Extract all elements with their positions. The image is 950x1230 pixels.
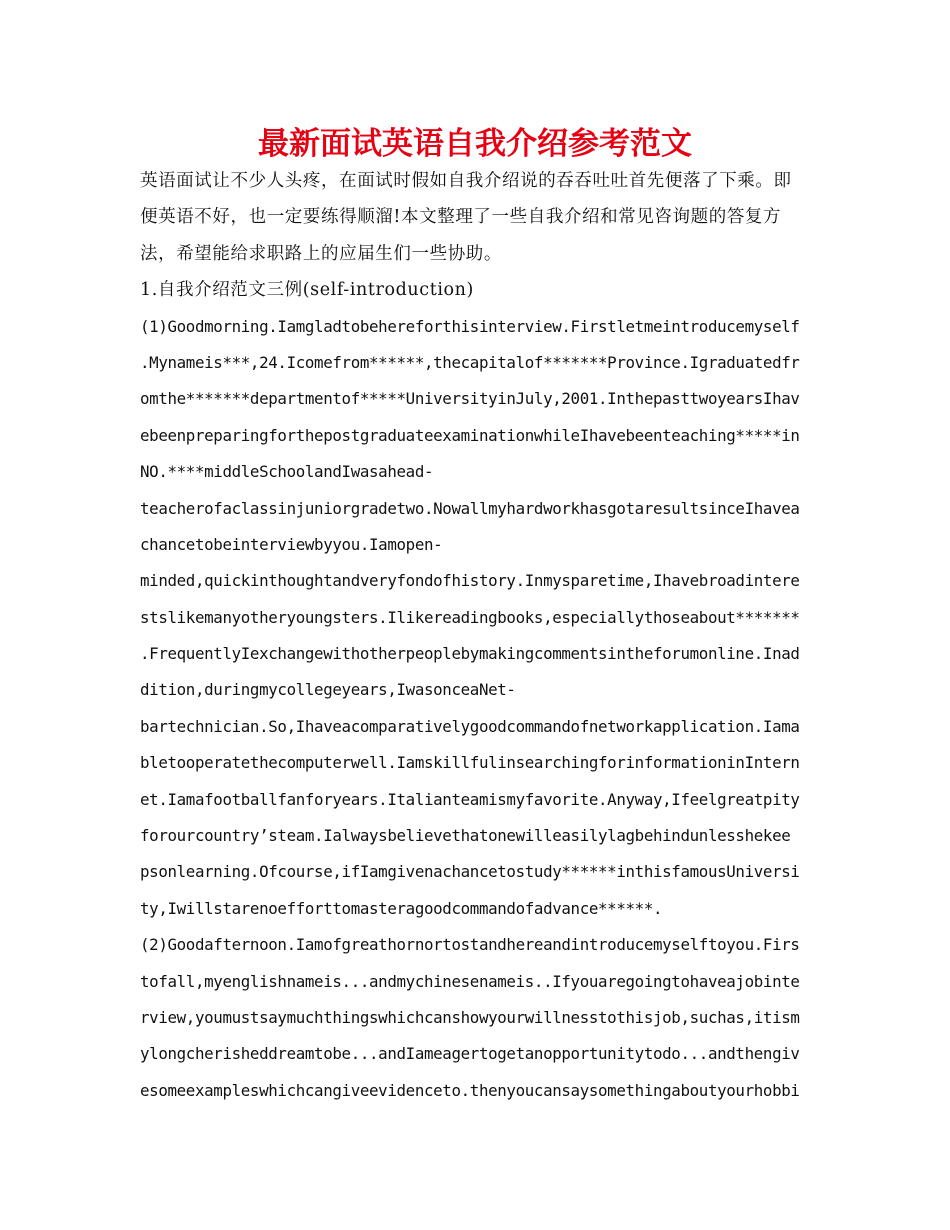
- body-line: chancetobeinterviewbyyou.Iamopen-: [140, 534, 443, 554]
- body-line: et.Iamafootballfanforyears.Italianteamismyfavorite.Anyway,Ifeelgreatpity: [140, 789, 800, 809]
- body-line: bartechnician.So,Ihaveacomparativelygoodcommandofnetworkapplication.Iama: [140, 716, 800, 736]
- body-line: minded,quickinthoughtandveryfondofhistory.Inmysparetime,Ihavebroadintere: [140, 571, 800, 591]
- document-body: [140, 163, 812, 1109]
- body-line: stslikemanyotheryoungsters.Ilikereadingbooks,especiallythoseabout*******: [140, 607, 800, 627]
- body-line: dition,duringmycollegeyears,IwasonceaNet-: [140, 680, 516, 700]
- body-line: rview,youmustsaymuchthingswhichcanshowyourwillnesstothisjob,suchas,itism: [140, 1007, 800, 1027]
- body-line: 法，希望能给求职路上的应届生们一些协助。: [140, 243, 502, 264]
- body-line: ebeenpreparingforthepostgraduateexaminationwhileIhavebeenteaching*****in: [140, 425, 800, 445]
- document-title: 最新面试英语自我介绍参考范文: [258, 126, 692, 162]
- body-line: 便英语不好，也一定要练得顺溜!本文整理了一些自我介绍和常见咨询题的答复方: [140, 207, 782, 228]
- body-line: psonlearning.Ofcourse,ifIamgivenachancetostudy******inthisfamousUniversi: [140, 862, 800, 882]
- body-line: 英语面试让不少人头疼，在面试时假如自我介绍说的吞吞吐吐首先便落了下乘。即: [140, 171, 792, 191]
- section-heading: 1.自我介绍范文三例(self-introduction): [140, 280, 474, 301]
- body-line: teacherofaclassinjuniorgradetwo.NowallmyhardworkhasgotaresultsinceIhavea: [140, 498, 800, 518]
- body-line: (2)Goodafternoon.Iamofgreathornortostandhereandintroducemyselftoyou.Firs: [140, 935, 800, 955]
- body-line: forourcountry’steam.Ialwaysbelievethatonewilleasilylagbehindunlesshekee: [140, 826, 791, 846]
- body-line: (1)Goodmorning.Iamgladtobehereforthisinterview.Firstletmeintroducemyself: [140, 316, 800, 336]
- body-line: NO.****middleSchoolandIwasahead-: [140, 462, 434, 482]
- body-line: .FrequentlyIexchangewithotherpeoplebymakingcommentsintheforumonline.Inad: [140, 644, 800, 664]
- body-line: .Mynameis***,24.Icomefrom******,thecapitalof*******Province.Igraduatedfr: [140, 352, 800, 372]
- body-line: esomeexampleswhichcangiveevidenceto.thenyoucansaysomethingaboutyourhobbi: [140, 1080, 800, 1100]
- body-line: omthe*******departmentof*****UniversityinJuly,2001.InthepasttwoyearsIhav: [140, 389, 800, 409]
- body-line: tofall,myenglishnameis...andmychinesenameis..Ifyouaregoingtohaveajobinte: [140, 971, 800, 991]
- body-line: bletooperatethecomputerwell.IamskillfulinsearchingforinformationinIntern: [140, 753, 800, 773]
- body-line: ty,Iwillstarenoefforttomasteragoodcommandofadvance******.: [140, 898, 663, 918]
- body-line: ylongcherisheddreamtobe...andIameagertogetanopportunitytodo...andthengiv: [140, 1044, 800, 1064]
